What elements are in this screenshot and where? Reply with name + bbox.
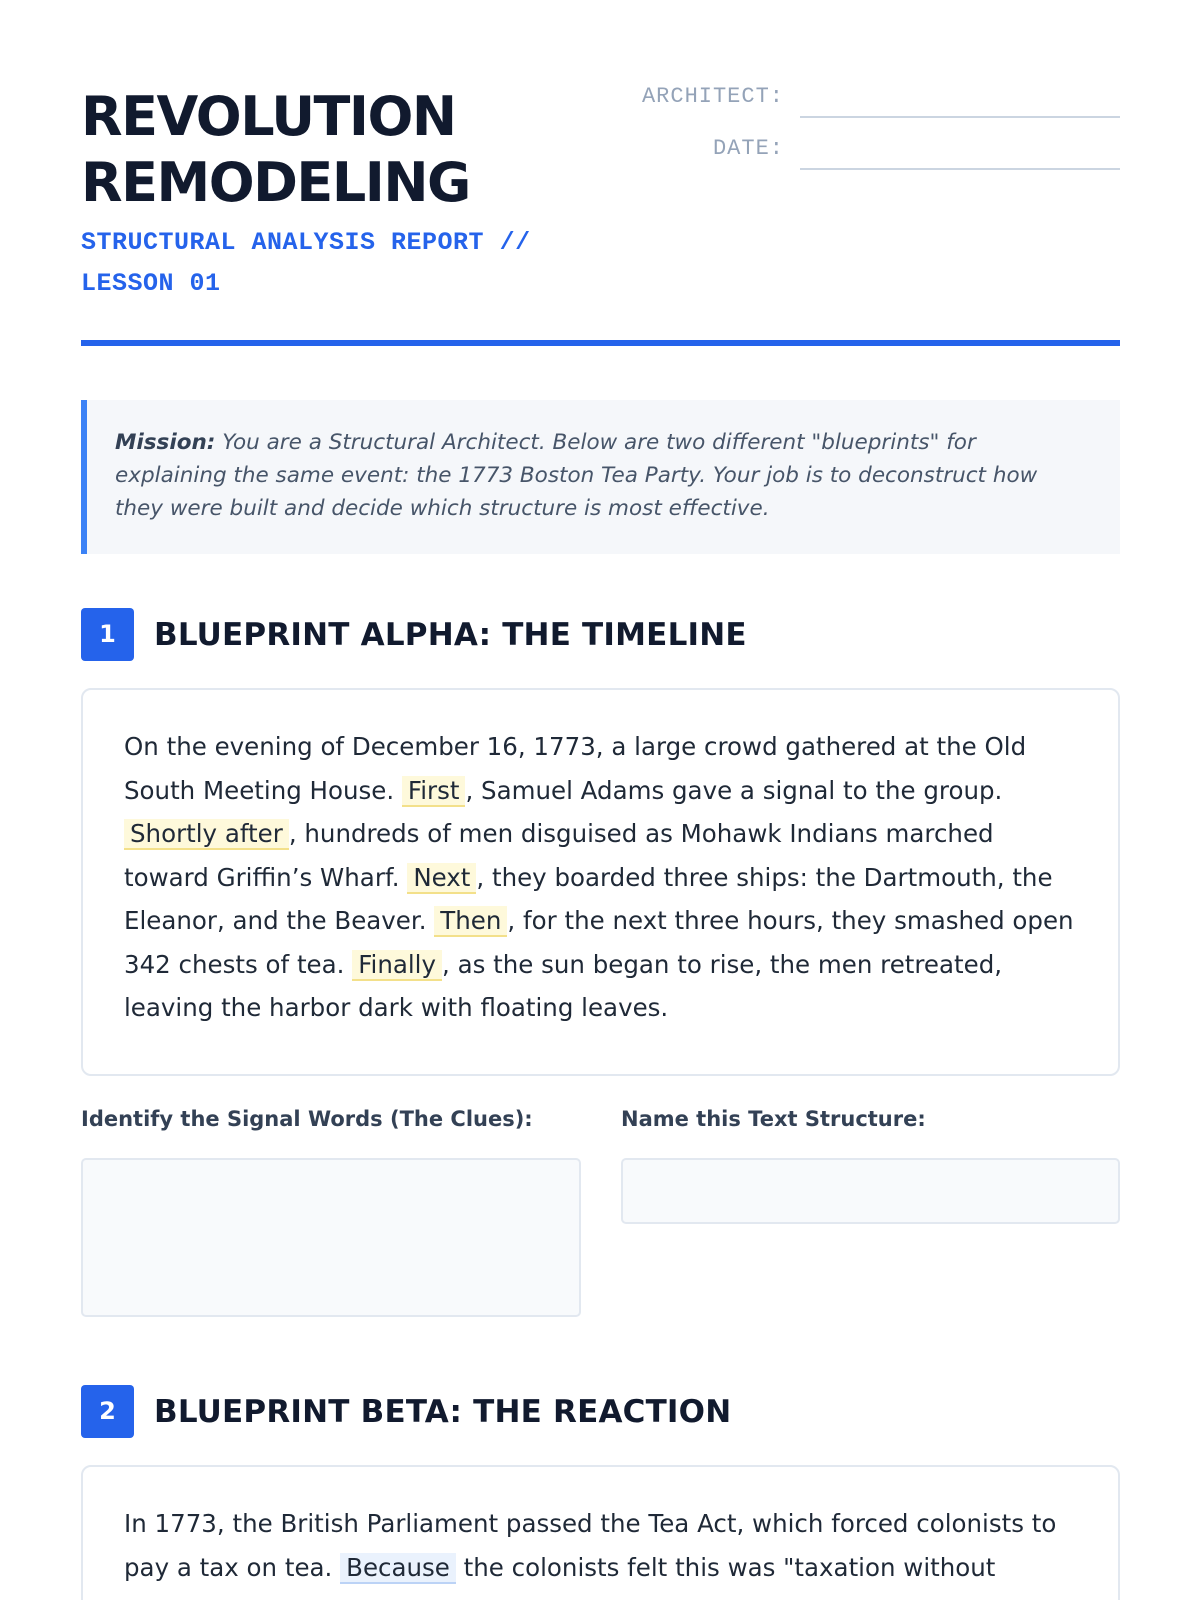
mission-label: Mission:	[115, 430, 216, 455]
passage-text: , for the next three hours, they smashed open 342 chests of tea.	[124, 906, 1074, 979]
header-divider	[81, 340, 1120, 346]
signal-word-highlight: Because	[340, 1553, 456, 1584]
passage-text: , they boarded three ships: the Dartmouth, the Eleanor, and the Beaver.	[124, 862, 1053, 935]
worksheet-page	[81, 0, 1120, 1600]
page-title	[81, 84, 601, 216]
signal-words-label: Identify the Signal Words (The Clues):	[81, 1107, 533, 1131]
passage-text: the colonists felt this was "taxation without	[455, 1552, 996, 1582]
date-label: DATE:	[712, 136, 784, 161]
title-line-1: REVOLUTION	[81, 85, 456, 148]
section-1-number-badge: 1	[81, 608, 134, 661]
text-structure-label: Name this Text Structure:	[621, 1107, 926, 1131]
section-2-title: BLUEPRINT BETA: THE REACTION	[154, 1394, 732, 1430]
architect-input-line[interactable]	[800, 116, 1120, 118]
passage-text: , Samuel Adams gave a signal to the group.	[465, 775, 1003, 805]
mission-callout	[81, 400, 1120, 554]
section-1-title: BLUEPRINT ALPHA: THE TIMELINE	[154, 617, 747, 653]
mission-text: You are a Structural Architect. Below are two different "blueprints" for explaining the same event: the 1773 Boston Tea Party. Your job is to deconstruct how they were built and decide which structure is most effective.	[115, 430, 1038, 521]
section-2-heading	[81, 1385, 1120, 1439]
subtitle-line-2: LESSON 01	[81, 269, 221, 298]
signal-word-highlight: Finally	[352, 950, 442, 981]
page-subtitle	[81, 222, 601, 304]
architect-label: ARCHITECT:	[641, 84, 784, 109]
worksheet-header	[81, 84, 1120, 344]
subtitle-line-1: STRUCTURAL ANALYSIS REPORT //	[81, 228, 531, 257]
signal-word-highlight: Then	[434, 906, 507, 937]
passage-beta-card	[81, 1465, 1120, 1600]
passage-text: On the evening of December 16, 1773, a large crowd gathered at the Old South Meeting House.	[124, 732, 1027, 805]
passage-text: In 1773, the British Parliament passed the Tea Act, which forced colonists to pay a tax on tea.	[124, 1509, 1057, 1582]
date-field[interactable]	[636, 134, 1120, 170]
passage-text: , as the sun began to rise, the men retreated, leaving the harbor dark with floating leaves.	[124, 949, 1003, 1022]
passage-alpha-card	[81, 688, 1120, 1076]
passage-text: , hundreds of men disguised as Mohawk Indians marched toward Griffin’s Wharf.	[124, 819, 994, 892]
signal-word-highlight: First	[402, 776, 466, 807]
signal-word-highlight: Next	[407, 863, 476, 894]
date-input-line[interactable]	[800, 168, 1120, 170]
title-line-2: REMODELING	[81, 151, 470, 214]
section-2-number-badge: 2	[81, 1385, 134, 1438]
text-structure-answer-box[interactable]	[621, 1158, 1120, 1224]
section-1-heading	[81, 608, 1120, 662]
signal-words-answer-box[interactable]	[81, 1158, 581, 1317]
signal-word-highlight: Shortly after	[124, 819, 289, 850]
architect-field[interactable]	[636, 82, 1120, 118]
